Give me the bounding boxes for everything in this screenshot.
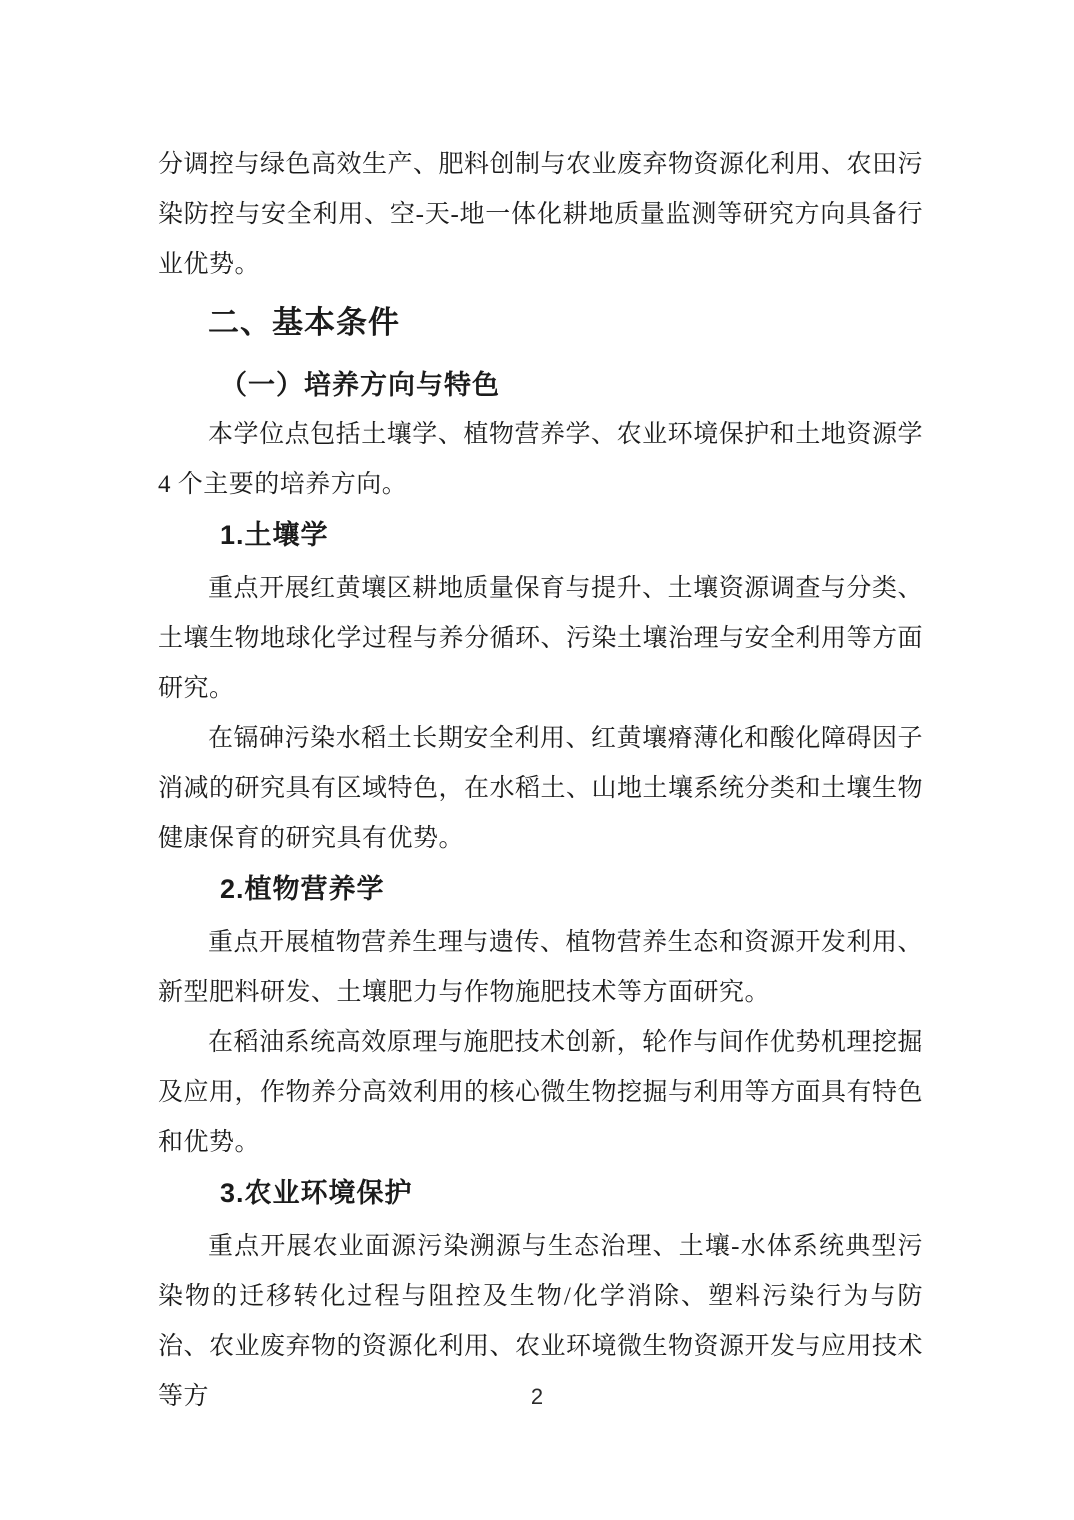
direction-1-heading: 1.土壤学 bbox=[220, 520, 329, 550]
page-number: 2 bbox=[530, 1384, 544, 1409]
section-heading-basic-conditions: 二、基本条件 bbox=[208, 305, 400, 340]
direction-3-heading: 3.农业环境保护 bbox=[220, 1178, 413, 1208]
direction-1-paragraph-2: 在镉砷污染水稻土长期安全利用、红黄壤瘠薄化和酸化障碍因子消减的研究具有区域特色，在水稻土、山地土壤系统分类和土壤生物健康保育的研究具有优势。 bbox=[158, 725, 924, 852]
direction-2-paragraph-2: 在稻油系统高效原理与施肥技术创新，轮作与间作优势机理挖掘及应用，作物养分高效利用的核心微生物挖掘与利用等方面具有特色和优势。 bbox=[158, 1029, 924, 1156]
continuation-paragraph: 分调控与绿色高效生产、肥料创制与农业废弃物资源化利用、农田污染防控与安全利用、空-天-地一体化耕地质量监测等研究方向具备行业优势。 bbox=[158, 151, 924, 278]
direction-2-paragraph-1: 重点开展植物营养生理与遗传、植物营养生态和资源开发利用、新型肥料研发、土壤肥力与作物施肥技术等方面研究。 bbox=[158, 929, 923, 1006]
page-body bbox=[158, 140, 923, 1422]
overview-paragraph: 本学位点包括土壤学、植物营养学、农业环境保护和土地资源学 4 个主要的培养方向。 bbox=[158, 421, 923, 498]
subsection-heading-directions-features: （一）培养方向与特色 bbox=[220, 370, 500, 400]
direction-1-paragraph-1: 重点开展红黄壤区耕地质量保育与提升、土壤资源调查与分类、土壤生物地球化学过程与养分循环、污染土壤治理与安全利用等方面研究。 bbox=[158, 575, 924, 702]
direction-3-paragraph-1: 重点开展农业面源污染溯源与生态治理、土壤-水体系统典型污染物的迁移转化过程与阻控及生物/化学消除、塑料污染行为与防治、农业废弃物的资源化利用、农业环境微生物资源开发与应用技术等方 bbox=[158, 1233, 924, 1410]
direction-2-heading: 2.植物营养学 bbox=[220, 874, 385, 904]
